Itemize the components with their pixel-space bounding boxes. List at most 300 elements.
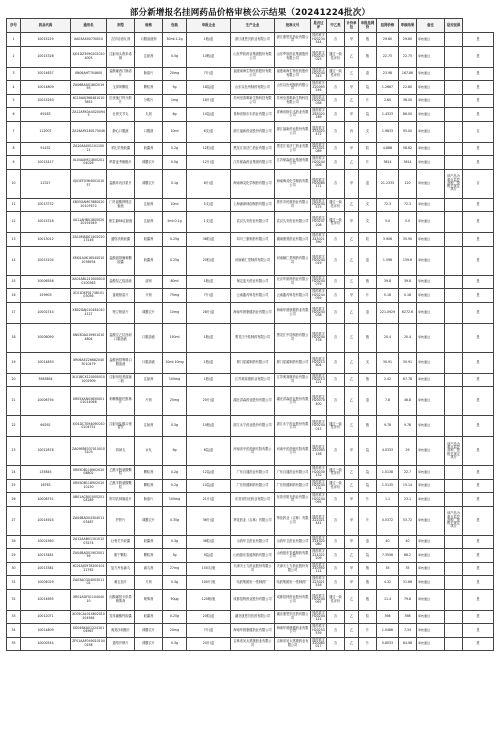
table-cell: 浙江永宁药业股份有限公司 <box>231 416 275 437</box>
table-cell <box>445 466 463 480</box>
table-cell: 审核通过 <box>417 46 445 67</box>
table-cell: 20 <box>7 373 21 387</box>
table-cell: 通络祛瘀胶囊 <box>107 233 135 247</box>
table-cell: 国药准字H20253539 <box>311 624 327 638</box>
table-cell: 奥美沙坦酯片 <box>107 624 135 638</box>
table-cell: 是 <box>463 535 494 549</box>
table-cell: 北京华凯特药业有限公司 <box>275 275 311 289</box>
table-cell: 10 <box>7 169 21 198</box>
table-cell: 瓶 <box>359 562 377 576</box>
table-cell: 10006556 <box>21 275 71 289</box>
table-cell: 10014809 <box>21 624 71 638</box>
table-cell: 10008751 <box>21 493 71 507</box>
table-cell: 10mg <box>163 302 187 323</box>
table-cell: 1支/盒 <box>187 212 231 233</box>
table-cell: 22.75 <box>377 46 399 67</box>
table-cell: 广东百通药业有限公司 <box>231 466 275 480</box>
table-row <box>7 169 494 198</box>
table-cell: 是 <box>463 637 494 651</box>
table-cell: XA01ABL2100000100100363 <box>71 275 107 289</box>
table-cell: 国药准字H20234544 <box>311 33 327 47</box>
table-cell: 国药准字Z14022209 <box>311 549 327 563</box>
table-cell: 乙 <box>345 624 359 638</box>
table-cell: 是 <box>463 156 494 170</box>
table-cell: 国药准字H20244038 <box>311 94 327 108</box>
table-cell: 国药准字Z23021089 <box>311 142 327 156</box>
table-cell: 否 <box>327 506 345 535</box>
table-cell: 6片/盒 <box>187 169 231 198</box>
table-cell: 片 <box>359 493 377 507</box>
table-cell: 否 <box>327 610 345 624</box>
table-cell: 3 <box>7 67 21 81</box>
table-cell <box>445 81 463 95</box>
table-cell: 盐酸西替利嗪口服溶液 <box>107 352 135 373</box>
table-cell: 审核通过 <box>417 275 445 289</box>
table-cell: 22327 <box>21 169 71 198</box>
table-cell: 国药准字H20030132 <box>311 466 327 480</box>
table-cell: XR05DB11890201008802 <box>71 466 107 480</box>
table-cell: 0.1g <box>163 169 187 198</box>
table-cell: 片剂 <box>135 387 163 416</box>
table-cell: 10004029 <box>21 576 71 590</box>
table-cell <box>445 289 463 303</box>
table-cell: 口服溶液剂 <box>135 33 163 47</box>
table-cell: ZA12AFK0440200943 <box>71 108 107 122</box>
table-cell: 21 <box>7 387 21 416</box>
table-cell: 6g <box>163 108 187 122</box>
table-cell: 10006794 <box>21 387 71 416</box>
table-cell: 乙 <box>345 275 359 289</box>
table-cell: 审核通过 <box>417 479 445 493</box>
table-cell: 注射剂 <box>135 46 163 67</box>
table-cell: 审核通过 <box>417 589 445 610</box>
table-cell: 盐酸环丙沙星片 <box>107 169 135 198</box>
column-header: 剂型 <box>107 19 135 33</box>
table-cell: 否 <box>327 624 345 638</box>
column-header: 申报企业 <box>187 19 231 33</box>
table-cell: 氯吡格雷片 <box>107 289 135 303</box>
table-cell: 6支/盒 <box>187 121 231 142</box>
table-cell: 否 <box>327 33 345 47</box>
table-cell: 167.86 <box>399 67 417 81</box>
table-cell: 四神丸 <box>107 437 135 466</box>
table-cell: 否 <box>463 121 494 142</box>
table-cell: 10013381 <box>21 562 71 576</box>
table-row <box>7 302 494 323</box>
table-cell: 国药准字H20244013 <box>311 416 327 437</box>
table-cell: 国药准字H20244019 <box>311 246 327 275</box>
table-cell: 20片/盒 <box>187 387 231 416</box>
table-cell: 山西振东泰盛制药有限公司 <box>231 549 275 563</box>
table-cell: 黑龙江中桂制药有限公司 <box>275 323 311 352</box>
table-cell <box>445 624 463 638</box>
table-cell: 国药准字H20247208 <box>311 212 327 233</box>
table-row <box>7 437 494 466</box>
table-cell: 海南华晨康健药业有限公司 <box>231 302 275 323</box>
table-cell: 是 <box>463 142 494 156</box>
table-cell: 30ml:1.2g <box>163 33 187 47</box>
table-cell: 4.0333 <box>377 437 399 466</box>
table-cell: 20mg <box>163 624 187 638</box>
table-cell: 河南中医药研究院有限公司 <box>275 437 311 466</box>
table-cell: 厦门星鲨制药有限公司 <box>275 352 311 373</box>
table-cell: 海南海灵化学制药有限公司 <box>231 169 275 198</box>
table-cell: 221.0929 <box>377 302 399 323</box>
table-cell: XB01ACB0100520104289 <box>71 493 107 507</box>
table-row <box>7 33 494 47</box>
table-cell <box>445 576 463 590</box>
table-cell: 国药准字Z33020472 <box>311 121 327 142</box>
table-cell: 湖北康恩贝医药有限公司 <box>275 610 311 624</box>
table-cell: 是 <box>463 506 494 535</box>
table-cell: 盒 <box>359 535 377 549</box>
table-cell: 是 <box>463 549 494 563</box>
table-cell: 审核通过 <box>417 610 445 624</box>
table-cell: 甲 <box>345 535 359 549</box>
table-cell: 云南鑫芮科技有限公司 <box>231 289 275 303</box>
table-cell: XR05DB11890201010150 <box>71 479 107 493</box>
table-cell: 10014809 <box>21 81 71 95</box>
table-cell: 青海省格尔木药业有限公司 <box>231 108 275 122</box>
table-cell: 5.0 <box>399 212 417 233</box>
table-cell: 是 <box>463 466 494 480</box>
table-cell: 盒 <box>359 246 377 275</box>
table-cell: 36.00 <box>399 94 417 108</box>
table-cell: 瓶 <box>359 46 377 67</box>
table-cell: 刺五加片 <box>107 576 135 590</box>
table-cell: 100mg <box>163 373 187 387</box>
table-cell: 胶囊剂 <box>135 246 163 275</box>
table-cell: 27mg <box>163 562 187 576</box>
table-cell: 39.8 <box>399 275 417 289</box>
table-cell: 甲 <box>345 169 359 198</box>
table-cell <box>445 387 463 416</box>
table-cell: 审核通过 <box>417 289 445 303</box>
table-cell: 否 <box>463 169 494 198</box>
table-cell: 2ml:0.1g <box>163 212 187 233</box>
table-cell: 乙 <box>345 67 359 81</box>
table-cell: 滴丸剂 <box>135 562 163 576</box>
table-cell: 海南华晨康健药业有限公司 <box>275 302 311 323</box>
table-cell: 10012876 <box>21 437 71 466</box>
table-cell: 国药准字H20244079 <box>311 275 327 289</box>
table-cell <box>445 212 463 233</box>
table-cell: 否 <box>327 121 345 142</box>
table-cell: 69183 <box>21 108 71 122</box>
table-cell: 10015326 <box>21 46 71 67</box>
table-cell: XG04BXA0122410104967 <box>71 624 107 638</box>
table-cell: 3g <box>163 549 187 563</box>
table-cell: 159.6 <box>399 246 417 275</box>
table-cell: 7.8 <box>377 387 399 416</box>
table-row <box>7 142 494 156</box>
table-cell: 武汉久安药业有限公司 <box>275 212 311 233</box>
table-cell: 398 <box>399 610 417 624</box>
table-cell: 是 <box>463 289 494 303</box>
table-cell: 审核通过 <box>417 212 445 233</box>
table-cell: 53.72 <box>399 506 417 535</box>
table-cell: 是 <box>463 576 494 590</box>
table-cell: 国药准字H20244578 <box>311 323 327 352</box>
table-cell: 胶囊剂 <box>135 610 163 624</box>
table-cell: 10000544 <box>21 637 71 651</box>
table-row <box>7 637 494 651</box>
table-cell: 福建南海生物医药股份有限公司 <box>275 67 311 81</box>
table-cell: 袋 <box>359 479 377 493</box>
table-cell: 瓶 <box>359 589 377 610</box>
table-cell: 肠溶片 <box>135 67 163 81</box>
table-cell: 6272.6 <box>399 302 417 323</box>
table-cell: XJ01DCT0940900100104751 <box>71 416 107 437</box>
table-cell: 7片/盒 <box>187 67 231 81</box>
table-cell: 乙酰半胱氨酸颗粒 <box>107 466 135 480</box>
table-cell: 否 <box>327 637 345 651</box>
table-cell <box>445 121 463 142</box>
table-cell: 江苏豪森药业集团有限公司 <box>275 156 311 170</box>
table-cell: 颗粒剂 <box>135 81 163 95</box>
table-cell: 粒 <box>359 610 377 624</box>
table-cell: 瓶 <box>359 416 377 437</box>
table-cell: 是 <box>463 81 494 95</box>
table-cell: 7.3556 <box>377 549 399 563</box>
table-cell: XR01ADY0110404010 <box>71 589 107 610</box>
table-cell: 10ml <box>163 198 187 212</box>
table-cell: 36粒/盒 <box>187 535 231 549</box>
table-cell <box>445 352 463 373</box>
table-cell: 否 <box>327 352 345 373</box>
table-cell: 乙 <box>345 637 359 651</box>
table-cell: 乙 <box>345 246 359 275</box>
table-cell: 羟苯磺酸钙胶囊 <box>107 610 135 624</box>
table-cell: 片 <box>359 94 377 108</box>
table-cell: 审核通过 <box>417 33 445 47</box>
table-cell: 审核通过 <box>417 637 445 651</box>
table-cell: 4 <box>7 81 21 95</box>
table-cell: 35 <box>7 637 21 651</box>
table-cell: 颗粒剂 <box>135 479 163 493</box>
table-cell <box>445 549 463 563</box>
table-row <box>7 156 494 170</box>
table-cell: 审核通过 <box>417 576 445 590</box>
table-cell: 该产品为重点监控品种，按相关规定执行 <box>445 506 463 535</box>
table-cell <box>445 108 463 122</box>
table-cell: 注射用培美曲塞二钠 <box>107 373 135 387</box>
table-cell: 否 <box>327 156 345 170</box>
table-cell: 1.0138 <box>377 466 399 480</box>
table-cell: XJ01EF036400101057 <box>71 169 107 198</box>
table-row <box>7 549 494 563</box>
table-cell: 国药准字H20244006 <box>311 156 327 170</box>
table-cell: 21.2333 <box>377 169 399 198</box>
table-cell: 36粒/盒 <box>187 233 231 247</box>
table-cell: 是 <box>463 373 494 387</box>
table-cell: 1瓶/盒 <box>187 275 231 289</box>
table-cell: 袋 <box>359 108 377 122</box>
table-cell: 0.8033 <box>377 637 399 651</box>
table-cell: 四川三康制药有限公司 <box>231 233 275 247</box>
table-cell: 成都倍特药业股份有限公司 <box>275 589 311 610</box>
table-cell: 海南海灵化学制药有限公司 <box>275 169 311 198</box>
table-cell: 口服液 <box>135 121 163 142</box>
table-cell: 27 <box>7 506 21 535</box>
table-cell: 乙 <box>345 233 359 247</box>
table-cell: ZA09EBE0370100103103 <box>71 437 107 466</box>
table-cell: 0.5g <box>163 156 187 170</box>
table-cell: 黑龙江省济仁药业有限公司 <box>275 142 311 156</box>
table-cell: 国药准字H20247025 <box>311 46 327 67</box>
table-cell: XL01BCX1200000101002909 <box>71 373 107 387</box>
table-cell: ZF01AAF0490101040158 <box>71 637 107 651</box>
table-cell: ZA06BAA0180201993 <box>71 81 107 95</box>
column-header: 备注 <box>417 19 445 33</box>
column-header: 药品代码 <box>21 19 71 33</box>
table-cell: 18 <box>7 323 21 352</box>
table-row <box>7 610 494 624</box>
table-cell: 3983894 <box>21 373 71 387</box>
table-cell: 29.60 <box>399 33 417 47</box>
table-cell <box>445 67 463 81</box>
table-cell: 是 <box>463 302 494 323</box>
table-cell: 9.78 <box>399 416 417 437</box>
table-row <box>7 506 494 535</box>
table-row <box>7 275 494 289</box>
table-cell: 黑龙江中桂制药有限公司 <box>231 323 275 352</box>
table-cell: 片 <box>359 156 377 170</box>
table-row <box>7 121 494 142</box>
table-cell: XM01AXK165400101036934 <box>71 246 107 275</box>
table-cell: 国药准字H20244575 <box>311 198 327 212</box>
table-cell: 120喷/瓶 <box>187 589 231 610</box>
table-cell: 阿司匹林肠溶片 <box>107 493 135 507</box>
table-cell: 是 <box>463 275 494 289</box>
table-cell: 否 <box>327 323 345 352</box>
column-header: 甲乙类 <box>327 19 345 33</box>
table-cell: 审核通过 <box>417 302 445 323</box>
table-cell: 国药准字Z10950111 <box>311 562 327 576</box>
table-cell: 7 <box>7 121 21 142</box>
table-cell: 成都倍特药业股份有限公司 <box>231 589 275 610</box>
table-cell: 护肝片 <box>107 506 135 535</box>
table-cell: 上海浦津林创制药有限公司 <box>231 198 275 212</box>
table-cell: 10015318 <box>21 212 71 233</box>
table-cell: 哈药集团世一堂制药厂 <box>275 576 311 590</box>
table-cell: 维生素B6注射液 <box>107 212 135 233</box>
table-cell: 10014695 <box>21 589 71 610</box>
table-cell <box>445 302 463 323</box>
table-cell: 苏州至善唯新生物科技有限公司 <box>275 94 311 108</box>
table-cell: 通络开痹片 <box>107 637 135 651</box>
table-cell: 35 <box>377 562 399 576</box>
table-cell: 0.25g <box>163 246 187 275</box>
table-cell: 乙 <box>345 156 359 170</box>
table-cell: 审核通过 <box>417 437 445 466</box>
table-cell: 10袋/盒 <box>187 479 231 493</box>
table-cell: 口服溶液 <box>135 352 163 373</box>
table-cell: 甲 <box>345 437 359 466</box>
table-cell: 67.78 <box>399 373 417 387</box>
table-cell: 水丸 <box>135 437 163 466</box>
table-cell: 30.91 <box>399 352 417 373</box>
table-cell: 是 <box>463 562 494 576</box>
table-cell: 乙 <box>345 589 359 610</box>
table-cell: 注射剂 <box>135 212 163 233</box>
table-cell: 盒 <box>359 302 377 323</box>
table-cell: 河南辅仁堂制药有限公司 <box>275 246 311 275</box>
table-cell: 3614 <box>399 156 417 170</box>
table-cell: 是 <box>463 387 494 416</box>
table-cell: 12 <box>7 212 21 233</box>
table-cell: 乙 <box>345 387 359 416</box>
table-cell: 河南辅仁堂制药有限公司 <box>231 246 275 275</box>
table-cell: 保定蓝天药业有限公司 <box>231 275 275 289</box>
table-cell: 审核通过 <box>417 549 445 563</box>
table-cell: 国药准字H20244343 <box>311 67 327 81</box>
table-cell: 粒 <box>359 233 377 247</box>
table-cell: 国药准字Z20093156 <box>311 437 327 466</box>
table-cell <box>445 479 463 493</box>
table-cell: XB05XAM0788002020107672 <box>71 198 107 212</box>
table-cell: 10ml <box>163 121 187 142</box>
table-cell: 否 <box>327 246 345 275</box>
table-cell: 山东罗欣药业集团股份有限公司 <box>231 46 275 67</box>
table-cell: 1.2667 <box>377 81 399 95</box>
table-cell: 0.3g <box>163 535 187 549</box>
table-cell: 10014924 <box>21 506 71 535</box>
table-cell: 云南鑫芮科技有限公司 <box>275 289 311 303</box>
table-cell: 10001560 <box>21 535 71 549</box>
table-cell: 审核通过 <box>417 81 445 95</box>
table-cell: 否 <box>327 576 345 590</box>
table-cell: 浙江福新药业股份有限公司 <box>231 121 275 142</box>
table-cell: 35.90 <box>399 233 417 247</box>
table-cell: 盐酸氨基葡萄糖胶囊 <box>107 246 135 275</box>
table-cell: 40 <box>399 535 417 549</box>
table-cell: 7.34 <box>399 624 417 638</box>
table-cell: 通过一致性评价 <box>327 198 345 212</box>
page-title: 部分新增报名挂网药品价格审核公示结果（20241224批次） <box>129 8 371 18</box>
table-cell: 浙江康恩贝药业有限公司 <box>231 33 275 47</box>
table-cell: 海南华晨康健药业有限公司 <box>231 624 275 638</box>
table-cell: 壮骨关节丸 <box>107 108 135 122</box>
table-cell: 湖北洪森药业股份有限公司 <box>231 387 275 416</box>
table-cell: 注射剂 <box>135 198 163 212</box>
table-cell <box>445 323 463 352</box>
table-cell: 通过一致性评价 <box>327 589 345 610</box>
table-cell <box>445 535 463 549</box>
table-cell: 注射用头孢米诺钠 <box>107 46 135 67</box>
table-cell: 薄膜衣片 <box>135 637 163 651</box>
table-cell: 0.3g <box>163 637 187 651</box>
table-cell: 0.2g <box>163 479 187 493</box>
table-cell: 1 <box>7 33 21 47</box>
table-cell: 28片/盒 <box>187 302 231 323</box>
table-cell: 复方丹参滴丸 <box>107 562 135 576</box>
table-cell: 粒 <box>359 142 377 156</box>
table-cell: 国药准字H20213121 <box>311 373 327 387</box>
table-cell: 否 <box>327 81 345 95</box>
table-cell: 0.5g <box>163 46 187 67</box>
table-cell: 片 <box>359 289 377 303</box>
table-cell: 46.8 <box>399 387 417 416</box>
table-cell: 国药准字Z23021516 <box>311 576 327 590</box>
table-cell: 31 <box>7 576 21 590</box>
table-cell: 国药准字H20244132 <box>311 479 327 493</box>
table-cell: 18片/盒 <box>187 94 231 108</box>
table-cell: 国药准字Z43021390 <box>311 233 327 247</box>
table-cell: 75mg <box>163 289 187 303</box>
table-cell: ZA10MAD0140202013146 <box>71 233 107 247</box>
table-cell: 审核通过 <box>417 108 445 122</box>
